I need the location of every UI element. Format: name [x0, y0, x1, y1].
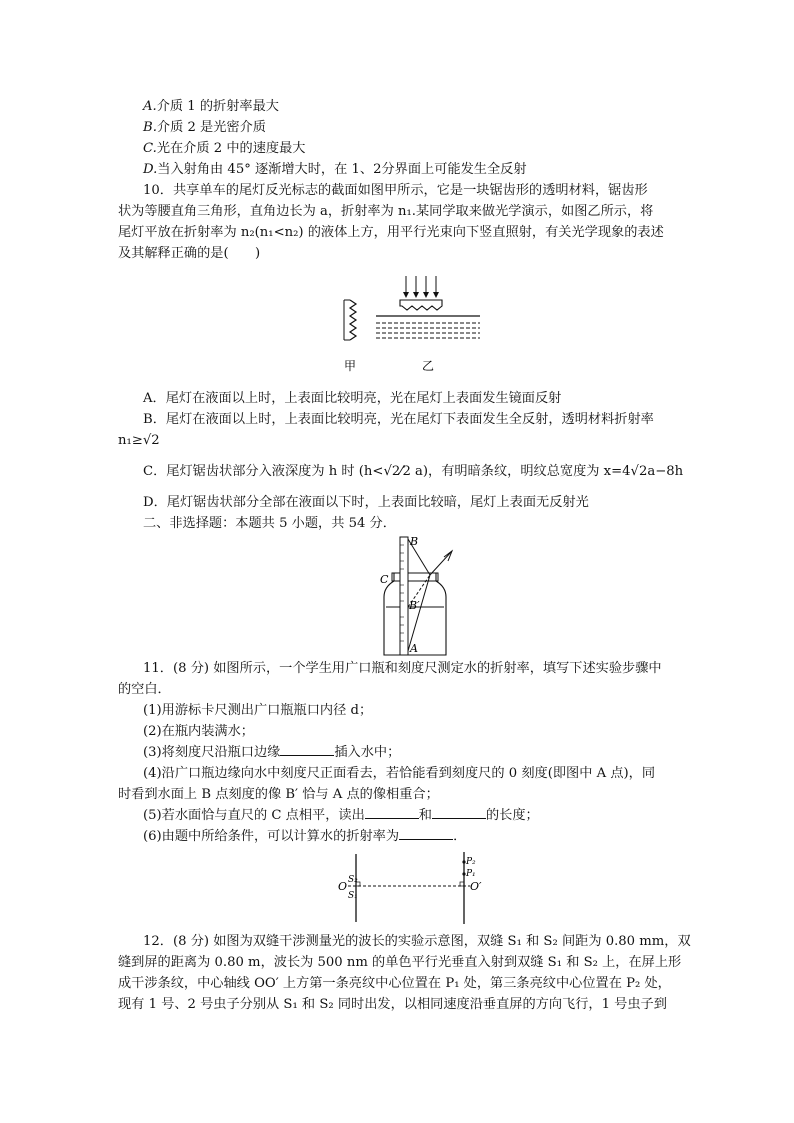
q10-figure	[330, 270, 500, 382]
tail-light-flat	[400, 300, 442, 310]
q10-option-b-line2: n₁≥√2	[118, 433, 160, 448]
q10-option-d: D．尾灯锯齿状部分全部在液面以下时，上表面比较暗，尾灯上表面无反射光	[143, 495, 589, 510]
q9-option-d: D.当入射角由 45° 逐渐增大时，在 1、2分界面上可能发生全反射	[143, 162, 527, 177]
label-b-prime: B′	[409, 599, 420, 612]
label-b: B	[410, 535, 419, 548]
q12-stem-line4: 现有 1 号、2 号虫子分别从 S₁ 和 S₂ 同时出发，以相同速度沿垂直屏的方向飞行，1 号虫子到	[118, 997, 667, 1012]
q10-stem-line3: 尾灯平放在折射率为 n₂(n₁<n₂) 的液体上方，用平行光束向下竖直照射，有关光学现象的表述	[118, 225, 664, 240]
label-o-prime: O′	[470, 880, 482, 893]
label-o: O	[338, 880, 348, 893]
q12-stem-line1: 12．(8 分) 如图为双缝干涉测量光的波长的实验示意图，双缝 S₁ 和 S₂ 间距为 0.80 mm，双	[143, 934, 691, 949]
q10-option-a: A．尾灯在液面以上时，上表面比较明亮，光在尾灯上表面发生镜面反射	[143, 391, 562, 406]
q11-step4-line2: 时看到水面上 B 点刻度的像 B′ 恰与 A 点的像相重合；	[118, 787, 439, 802]
q11-stem-line1: 11．(8 分) 如图所示，一个学生用广口瓶和刻度尺测定水的折射率，填写下述实验步骤中	[143, 661, 662, 676]
fig-label-jia: 甲	[344, 359, 357, 373]
tail-light-profile	[350, 300, 356, 340]
ruler	[400, 537, 408, 655]
section-2-heading: 二、非选择题：本题共 5 小题，共 54 分．	[143, 516, 396, 531]
q11-step1: (1)用游标卡尺测出广口瓶瓶口内径 d；	[143, 703, 373, 718]
q10-stem-line1: 10．共享单车的尾灯反光标志的截面如图甲所示，它是一块锯齿形的透明材料，锯齿形	[143, 183, 648, 198]
blank-step6[interactable]	[399, 827, 453, 840]
blank-step5-first[interactable]	[365, 806, 419, 819]
q10-option-b-line1: B．尾灯在液面以上时，上表面比较明亮，光在尾灯下表面发生全反射，透明材料折射率	[143, 412, 654, 427]
label-p2: P₂	[466, 857, 476, 867]
label-p1: P₁	[466, 869, 476, 879]
q12-stem-line2: 缝到屏的距离为 0.80 m，波长为 500 nm 的单色平行光垂直入射到双缝 S₁ 和 S₂ 上，在屏上形	[118, 955, 682, 970]
q12-figure	[330, 848, 490, 928]
q9-option-a: A.介质 1 的折射率最大	[143, 99, 279, 114]
label-s1: S₁	[348, 891, 358, 901]
label-c: C	[380, 573, 389, 586]
q9-option-c: C.光在介质 2 中的速度最大	[143, 141, 306, 156]
q10-stem-line4: 及其解释正确的是( )	[118, 246, 261, 261]
label-a: A	[410, 642, 418, 655]
q11-stem-line2: 的空白．	[118, 682, 171, 697]
fig-label-yi: 乙	[422, 359, 435, 373]
q12-stem-line3: 成干涉条纹，中心轴线 OO′ 上方第一条亮纹中心位置在 P₁ 处，第三条亮纹中心位置在 P₂ 处，	[118, 976, 671, 991]
q11-step4-line1: (4)沿广口瓶边缘向水中刻度尺正面看去，若恰能看到刻度尺的 0 刻度(即图中 A 点)，同	[143, 766, 656, 781]
q11-step5: (5)若水面恰与直尺的 C 点相平，读出 和 的长度；	[143, 808, 539, 823]
blank-step5-second[interactable]	[432, 806, 486, 819]
q11-figure	[370, 533, 480, 658]
q11-step3: (3)将刻度尺沿瓶口边缘 插入水中；	[143, 745, 401, 760]
q10-stem-line2: 状为等腰直角三角形，直角边长为 a，折射率为 n₁.某同学取来做光学演示，如图乙所示，将	[118, 204, 654, 219]
label-s2: S₂	[348, 875, 358, 885]
q11-step6: (6)由题中所给条件，可以计算水的折射率为 ．	[143, 829, 467, 844]
blank-step3[interactable]	[280, 743, 334, 756]
q9-option-b: B.介质 2 是光密介质	[143, 120, 266, 135]
q10-option-c: C．尾灯锯齿状部分入液深度为 h 时 (h<√2⁄2 a)，有明暗条纹，明纹总宽度为 x=4√2a−8h	[143, 464, 684, 479]
q11-step2: (2)在瓶内装满水；	[143, 724, 254, 739]
